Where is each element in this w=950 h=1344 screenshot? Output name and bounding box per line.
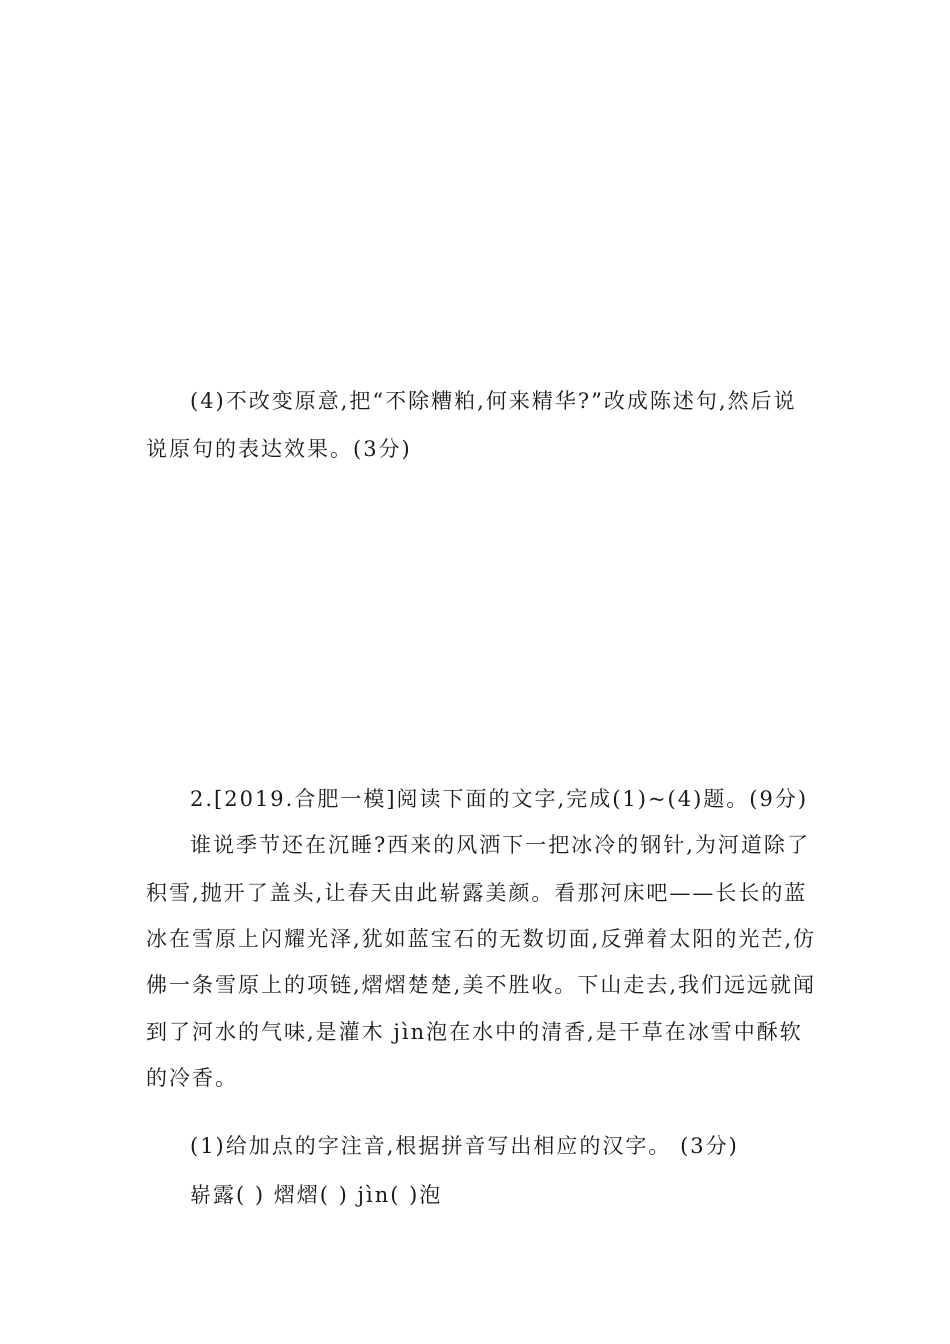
sub-question-1-blanks: 崭露( ) 熠熠( ) jìn( )泡 bbox=[190, 1183, 443, 1207]
passage-line: 佛一条雪原上的项链,熠熠楚楚,美不胜收。下山走去,我们远远就闻 bbox=[146, 973, 817, 997]
passage-line: 到了河水的气味,是灌木 jìn泡在水中的清香,是干草在冰雪中酥软 bbox=[146, 1020, 803, 1044]
question-4-line-1: (4)不改变原意,把“不除糟粕,何来精华?”改成陈述句,然后说 bbox=[190, 389, 797, 413]
passage-line: 的冷香。 bbox=[146, 1066, 238, 1090]
passage-line: 冰在雪原上闪耀光泽,犹如蓝宝石的无数切面,反弹着太阳的光芒,仿 bbox=[146, 927, 817, 951]
passage-line: 积雪,抛开了盖头,让春天由此崭露美颜。看那河床吧——长长的蓝 bbox=[146, 881, 808, 905]
question-2-header: 2.[2019.合肥一模]阅读下面的文字,完成(1)~(4)题。(9分) bbox=[190, 787, 809, 811]
passage-line: 谁说季节还在沉睡?西来的风洒下一把冰冷的钢针,为河道除了 bbox=[190, 833, 810, 857]
question-4-line-2: 说原句的表达效果。(3分) bbox=[146, 437, 412, 461]
sub-question-1-prompt: (1)给加点的字注音,根据拼音写出相应的汉字。 (3分) bbox=[190, 1134, 739, 1158]
